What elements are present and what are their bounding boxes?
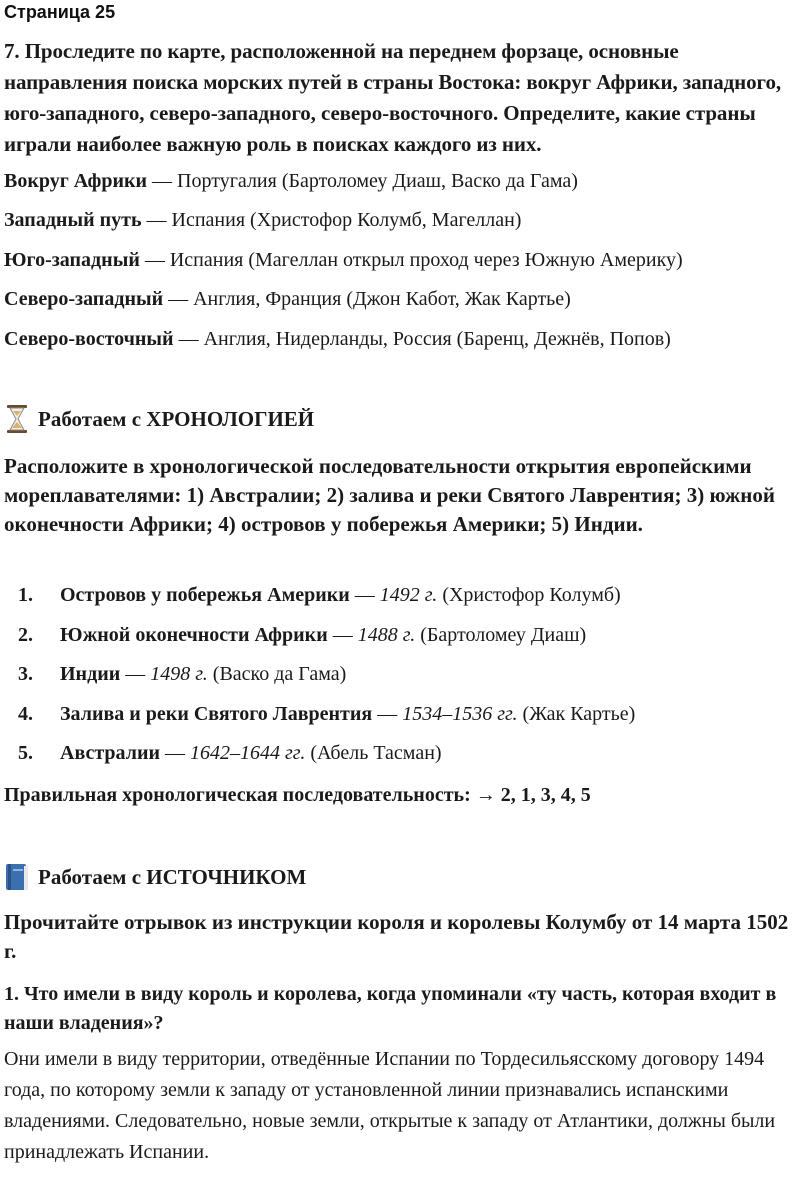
- item-number: 1.: [18, 584, 33, 606]
- chronology-sequence: Правильная хронологическая последовательность: → 2, 1, 3, 4, 5: [4, 784, 591, 806]
- item-note: (Бартоломеу Диаш): [415, 624, 587, 646]
- hourglass-icon: [4, 404, 30, 434]
- route-name: Юго-западный: [4, 249, 140, 271]
- item-year: 1498 г.: [150, 663, 208, 685]
- chronology-heading: Работаем с ХРОНОЛОГИЕЙ: [38, 406, 315, 431]
- source-task: Прочитайте отрывок из инструкции короля и королевы Колумбу от 14 марта 1502 г.: [4, 910, 789, 963]
- chronology-item: [18, 700, 635, 728]
- item-number: 4.: [18, 703, 33, 725]
- route-row: [4, 206, 521, 234]
- route-row: [4, 167, 578, 195]
- item-note: (Васко да Гама): [207, 663, 347, 685]
- item-dash: —: [160, 742, 190, 764]
- question-7: 7. Проследите по карте, расположенной на переднем форзаце, основные направления поиска морских путей в страны Востока: вокруг Африки, западного, юго-западного, северо-западного, северо-восточного. Определите, какие страны играли наиболее важную роль в поисках каждого из них.: [4, 39, 781, 156]
- item-year: 1492 г.: [379, 584, 438, 606]
- item-name: Австралии: [60, 742, 160, 764]
- source-heading: Работаем с ИСТОЧНИКОМ: [38, 864, 307, 889]
- route-name: Северо-западный: [4, 288, 164, 310]
- page-label: Страница 25: [4, 2, 116, 22]
- source-answer: Они имели в виду территории, отведённые Испании по Тордесильясскому договору 1494 года, по которому земли к западу от установленной линии признавались испанскими владениями. Следовательно, новые земли, открытые к западу от Атлантики, должны были принадлежать Испании.: [4, 1048, 776, 1163]
- route-text: — Англия, Франция (Джон Кабот, Жак Картье): [163, 288, 571, 310]
- item-number: 2.: [18, 624, 33, 646]
- route-row: [4, 325, 671, 353]
- item-name: Залива и реки Святого Лаврентия: [60, 703, 373, 725]
- chronology-heading-row: [4, 404, 314, 434]
- chronology-item: [18, 660, 346, 688]
- chronology-item: [18, 581, 621, 609]
- item-year: 1488 г.: [357, 624, 416, 646]
- route-text: — Испания (Христофор Колумб, Магеллан): [141, 209, 522, 231]
- item-note: (Жак Картье): [517, 703, 636, 725]
- route-text: — Испания (Магеллан открыл проход через Южную Америку): [139, 249, 683, 271]
- route-name: Вокруг Африки: [4, 170, 148, 192]
- item-name: Островов у побережья Америки: [60, 584, 350, 606]
- route-text: — Португалия (Бартоломеу Диаш, Васко да Гама): [147, 170, 578, 192]
- item-name: Индии: [60, 663, 121, 685]
- item-dash: —: [349, 584, 380, 606]
- route-row: [4, 285, 571, 313]
- chronology-item: [18, 621, 586, 649]
- item-year: 1642–1644 гг.: [190, 742, 306, 764]
- item-dash: —: [327, 624, 358, 646]
- source-heading-row: [4, 862, 306, 892]
- chronology-task: Расположите в хронологической последовательности открытия европейскими мореплавателями: 1) Австралии; 2) залива и реки Святого Лаврентия; 3) южной оконечности Африки; 4) островов у побережья Америки; 5) Индии.: [4, 454, 775, 536]
- item-number: 5.: [18, 742, 33, 764]
- item-name: Южной оконечности Африки: [60, 624, 328, 646]
- book-icon: [4, 862, 30, 892]
- route-row: [4, 246, 683, 274]
- item-year: 1534–1536 гг.: [402, 703, 518, 725]
- route-name: Северо-восточный: [4, 328, 174, 350]
- item-note: (Христофор Колумб): [437, 584, 621, 606]
- route-text: — Англия, Нидерланды, Россия (Баренц, Дежнёв, Попов): [173, 328, 671, 350]
- item-dash: —: [372, 703, 403, 725]
- chronology-item: [18, 739, 442, 767]
- item-note: (Абель Тасман): [305, 742, 442, 764]
- source-question-1: 1. Что имели в виду король и королева, когда упоминали «ту часть, которая входит в наши владения»?: [4, 983, 777, 1034]
- route-name: Западный путь: [4, 209, 142, 231]
- item-number: 3.: [18, 663, 33, 685]
- item-dash: —: [120, 663, 151, 685]
